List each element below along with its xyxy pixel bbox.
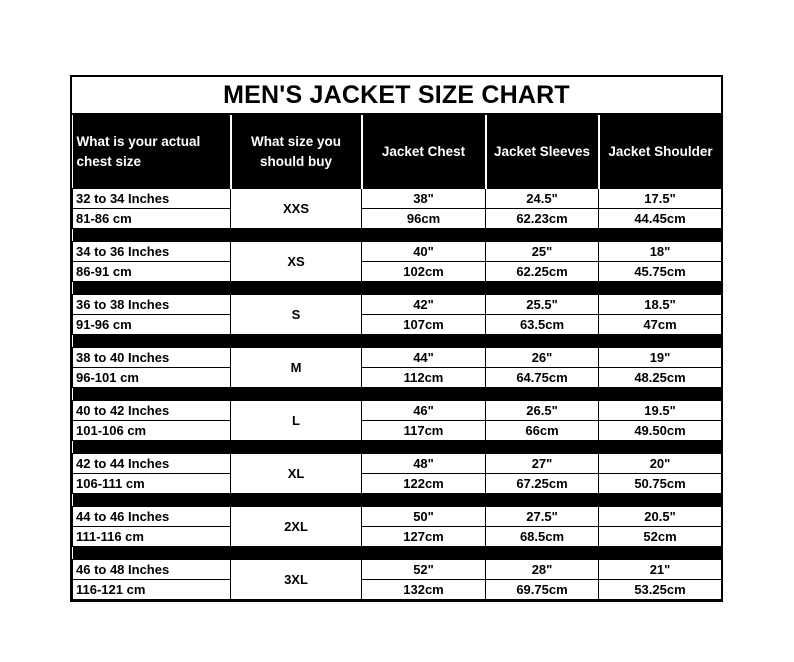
table-row bbox=[73, 295, 722, 315]
jacket-chest-inches: 50" bbox=[362, 507, 486, 527]
actual-chest-cm: 111-116 cm bbox=[73, 527, 231, 547]
jacket-shoulder-inches: 21" bbox=[599, 560, 722, 580]
table-row bbox=[73, 242, 722, 262]
row-separator bbox=[73, 335, 722, 348]
separator-bar bbox=[73, 494, 722, 507]
separator-bar bbox=[73, 229, 722, 242]
actual-chest-inches: 34 to 36 Inches bbox=[73, 242, 231, 262]
jacket-sleeves-inches: 25" bbox=[486, 242, 599, 262]
jacket-sleeves-inches: 26" bbox=[486, 348, 599, 368]
header-jacket-chest: Jacket Chest bbox=[362, 115, 486, 189]
recommended-size: XS bbox=[231, 242, 362, 282]
jacket-shoulder-inches: 18" bbox=[599, 242, 722, 262]
jacket-chest-cm: 107cm bbox=[362, 315, 486, 335]
jacket-shoulder-inches: 20" bbox=[599, 454, 722, 474]
actual-chest-cm: 81-86 cm bbox=[73, 209, 231, 229]
header-size-to-buy: What size you should buy bbox=[231, 115, 362, 189]
jacket-sleeves-cm: 67.25cm bbox=[486, 474, 599, 494]
separator-bar bbox=[73, 335, 722, 348]
jacket-sleeves-inches: 25.5" bbox=[486, 295, 599, 315]
actual-chest-cm: 91-96 cm bbox=[73, 315, 231, 335]
size-chart bbox=[70, 75, 723, 602]
table-row bbox=[73, 580, 722, 600]
jacket-shoulder-cm: 47cm bbox=[599, 315, 722, 335]
actual-chest-inches: 38 to 40 Inches bbox=[73, 348, 231, 368]
jacket-sleeves-inches: 26.5" bbox=[486, 401, 599, 421]
jacket-shoulder-cm: 52cm bbox=[599, 527, 722, 547]
jacket-chest-cm: 127cm bbox=[362, 527, 486, 547]
table-row bbox=[73, 560, 722, 580]
jacket-shoulder-inches: 19.5" bbox=[599, 401, 722, 421]
row-separator bbox=[73, 282, 722, 295]
row-separator bbox=[73, 494, 722, 507]
actual-chest-cm: 116-121 cm bbox=[73, 580, 231, 600]
actual-chest-inches: 40 to 42 Inches bbox=[73, 401, 231, 421]
jacket-chest-cm: 102cm bbox=[362, 262, 486, 282]
recommended-size: 2XL bbox=[231, 507, 362, 547]
table-row bbox=[73, 401, 722, 421]
jacket-chest-cm: 112cm bbox=[362, 368, 486, 388]
jacket-shoulder-inches: 20.5" bbox=[599, 507, 722, 527]
jacket-chest-cm: 122cm bbox=[362, 474, 486, 494]
table-row bbox=[73, 262, 722, 282]
jacket-sleeves-inches: 24.5" bbox=[486, 189, 599, 209]
separator-bar bbox=[73, 282, 722, 295]
jacket-chest-inches: 52" bbox=[362, 560, 486, 580]
table-row bbox=[73, 368, 722, 388]
chart-title: MEN'S JACKET SIZE CHART bbox=[72, 77, 721, 115]
jacket-sleeves-cm: 66cm bbox=[486, 421, 599, 441]
jacket-sleeves-cm: 64.75cm bbox=[486, 368, 599, 388]
header-row bbox=[73, 115, 722, 189]
size-rows bbox=[73, 189, 722, 600]
jacket-chest-inches: 46" bbox=[362, 401, 486, 421]
recommended-size: S bbox=[231, 295, 362, 335]
recommended-size: XXS bbox=[231, 189, 362, 229]
jacket-chest-inches: 42" bbox=[362, 295, 486, 315]
actual-chest-inches: 36 to 38 Inches bbox=[73, 295, 231, 315]
recommended-size: 3XL bbox=[231, 560, 362, 600]
jacket-shoulder-cm: 48.25cm bbox=[599, 368, 722, 388]
row-separator bbox=[73, 229, 722, 242]
jacket-sleeves-inches: 27.5" bbox=[486, 507, 599, 527]
jacket-sleeves-inches: 28" bbox=[486, 560, 599, 580]
actual-chest-inches: 44 to 46 Inches bbox=[73, 507, 231, 527]
size-table bbox=[72, 115, 722, 600]
table-row bbox=[73, 527, 722, 547]
jacket-sleeves-cm: 62.25cm bbox=[486, 262, 599, 282]
jacket-chest-cm: 96cm bbox=[362, 209, 486, 229]
table-row bbox=[73, 474, 722, 494]
row-separator bbox=[73, 388, 722, 401]
jacket-shoulder-cm: 49.50cm bbox=[599, 421, 722, 441]
jacket-chest-cm: 132cm bbox=[362, 580, 486, 600]
actual-chest-cm: 101-106 cm bbox=[73, 421, 231, 441]
actual-chest-cm: 96-101 cm bbox=[73, 368, 231, 388]
recommended-size: L bbox=[231, 401, 362, 441]
jacket-shoulder-cm: 53.25cm bbox=[599, 580, 722, 600]
header-actual-chest: What is your actual chest size bbox=[73, 115, 231, 189]
jacket-shoulder-cm: 45.75cm bbox=[599, 262, 722, 282]
separator-bar bbox=[73, 388, 722, 401]
jacket-shoulder-inches: 17.5" bbox=[599, 189, 722, 209]
recommended-size: M bbox=[231, 348, 362, 388]
row-separator bbox=[73, 441, 722, 454]
table-row bbox=[73, 189, 722, 209]
row-separator bbox=[73, 547, 722, 560]
jacket-sleeves-cm: 63.5cm bbox=[486, 315, 599, 335]
jacket-chest-cm: 117cm bbox=[362, 421, 486, 441]
separator-bar bbox=[73, 547, 722, 560]
actual-chest-cm: 106-111 cm bbox=[73, 474, 231, 494]
jacket-sleeves-inches: 27" bbox=[486, 454, 599, 474]
actual-chest-inches: 32 to 34 Inches bbox=[73, 189, 231, 209]
jacket-shoulder-inches: 18.5" bbox=[599, 295, 722, 315]
jacket-chest-inches: 38" bbox=[362, 189, 486, 209]
jacket-shoulder-inches: 19" bbox=[599, 348, 722, 368]
header-jacket-sleeves: Jacket Sleeves bbox=[486, 115, 599, 189]
table-row bbox=[73, 454, 722, 474]
actual-chest-inches: 46 to 48 Inches bbox=[73, 560, 231, 580]
header-jacket-shoulder: Jacket Shoulder bbox=[599, 115, 722, 189]
jacket-sleeves-cm: 68.5cm bbox=[486, 527, 599, 547]
actual-chest-cm: 86-91 cm bbox=[73, 262, 231, 282]
separator-bar bbox=[73, 441, 722, 454]
recommended-size: XL bbox=[231, 454, 362, 494]
jacket-sleeves-cm: 62.23cm bbox=[486, 209, 599, 229]
table-row bbox=[73, 209, 722, 229]
jacket-chest-inches: 40" bbox=[362, 242, 486, 262]
actual-chest-inches: 42 to 44 Inches bbox=[73, 454, 231, 474]
jacket-chest-inches: 44" bbox=[362, 348, 486, 368]
table-row bbox=[73, 421, 722, 441]
table-row bbox=[73, 348, 722, 368]
table-row bbox=[73, 507, 722, 527]
jacket-shoulder-cm: 44.45cm bbox=[599, 209, 722, 229]
jacket-shoulder-cm: 50.75cm bbox=[599, 474, 722, 494]
table-row bbox=[73, 315, 722, 335]
jacket-chest-inches: 48" bbox=[362, 454, 486, 474]
jacket-sleeves-cm: 69.75cm bbox=[486, 580, 599, 600]
